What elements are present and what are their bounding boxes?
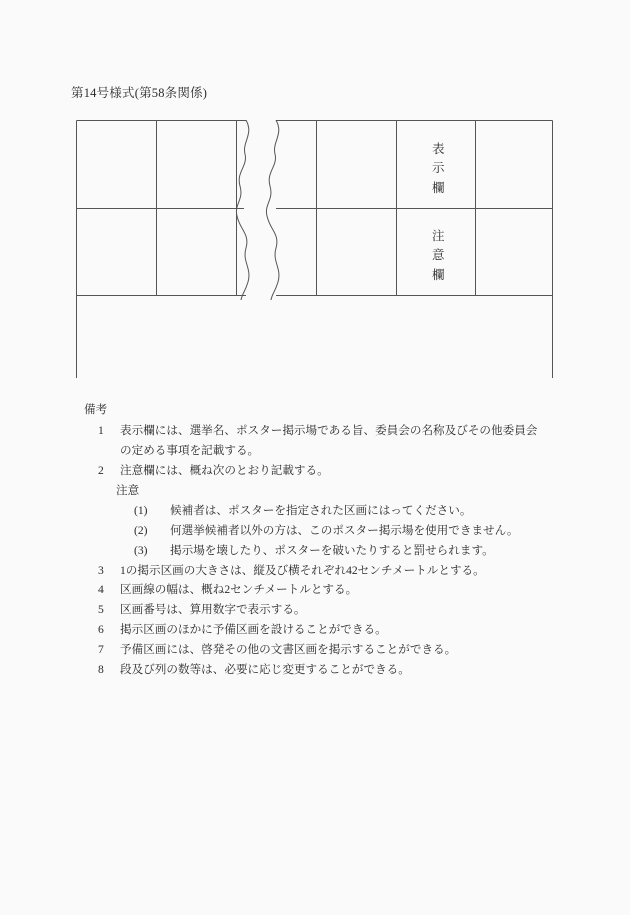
remark-text: 予備区画には、啓発その他の文書区画を掲示することができる。: [120, 643, 457, 657]
remarks-heading: 備考: [84, 403, 108, 416]
remark-number: 7: [98, 643, 104, 657]
notice-sub-number: (3): [134, 543, 148, 557]
omission-wave-right: [266, 120, 279, 300]
notice-sub-heading: 注意: [116, 483, 140, 497]
label-char: 欄: [431, 180, 445, 195]
remark-text: 1の掲示区画の大きさは、縦及び横それぞれ42センチメートルとする。: [120, 563, 485, 577]
notice-sub-item: [134, 521, 601, 541]
remark-item: [98, 580, 601, 600]
remark-text-continuation: の定める事項を記載する。: [120, 443, 260, 457]
notice-sub-number: (2): [134, 523, 148, 537]
remark-item: [98, 620, 601, 640]
notice-sub-text: 何選挙候補者以外の方は、このポスター掲示場を使用できません。: [170, 523, 519, 537]
remark-number: 5: [98, 603, 104, 617]
notice-sub-number: (1): [134, 503, 148, 517]
remark-number: 6: [98, 623, 104, 637]
remark-number: 1: [98, 423, 104, 437]
remark-number: 4: [98, 583, 104, 597]
remark-item: [98, 421, 601, 441]
remark-item: [98, 660, 601, 680]
remark-number: 8: [98, 663, 104, 677]
notice-sub-item: [134, 501, 601, 521]
label-char: 意: [431, 248, 445, 263]
remark-item: [98, 600, 601, 620]
remark-number: 2: [98, 463, 104, 477]
remark-text: 表示欄には、選挙名、ポスター掲示場である旨、委員会の名称及びその他委員会: [120, 423, 538, 437]
remark-text: 区画番号は、算用数字で表示する。: [120, 603, 306, 617]
cell-label-notice-column: [400, 227, 477, 285]
poster-board-table: [76, 120, 553, 378]
remark-item: [98, 640, 601, 660]
remark-item: [98, 561, 601, 581]
notice-sub-item: [134, 541, 601, 561]
label-char: 表: [431, 142, 445, 156]
remark-text: 掲示区画のほかに予備区画を設けることができる。: [120, 623, 387, 637]
remark-item: [98, 461, 601, 481]
remark-text: 段及び列の数等は、必要に応じ変更することができる。: [120, 663, 410, 677]
notice-sub-text: 候補者は、ポスターを指定された区画にはってください。: [170, 503, 472, 517]
remark-text: 区画線の幅は、概ね2センチメートルとする。: [120, 583, 358, 597]
notice-sub-text: 掲示場を壊したり、ポスターを破いたりすると罰せられます。: [170, 543, 494, 557]
remark-text: 注意欄には、概ね次のとおり記載する。: [120, 463, 329, 477]
remarks-section: [71, 400, 601, 680]
board-table-grid: [76, 120, 553, 378]
cell-label-display-column: [400, 140, 477, 198]
omission-wave-left: [236, 120, 249, 300]
label-char: 示: [431, 161, 445, 176]
label-char: 欄: [431, 267, 445, 282]
label-char: 注: [431, 229, 445, 243]
form-title: 第14号様式(第58条関係): [71, 86, 208, 100]
remark-number: 3: [98, 563, 104, 577]
